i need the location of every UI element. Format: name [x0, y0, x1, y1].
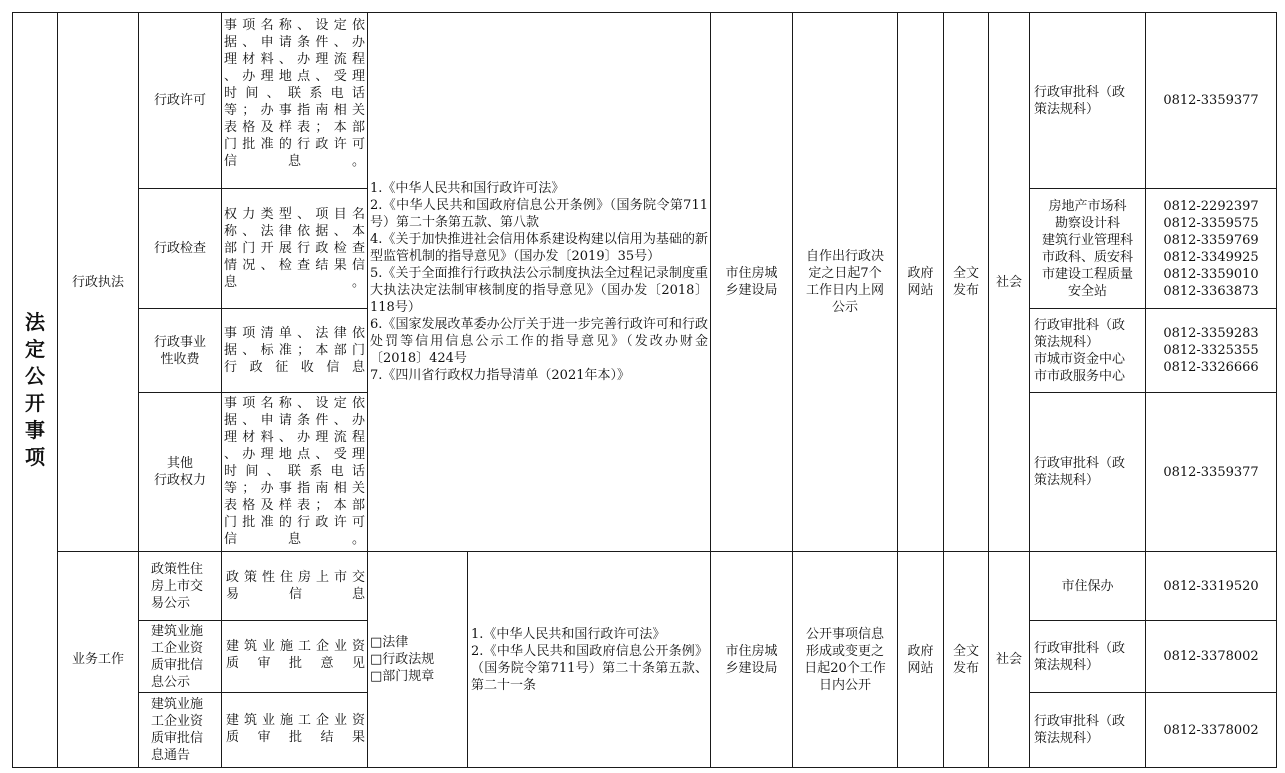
row-dept-admin-fees: 行政审批科（政 策法规科） 市城市资金中心 市市政服务中心 — [1034, 317, 1126, 384]
scope-business: 全文 发布 — [952, 643, 979, 676]
subject-business: 市住房城 乡建设局 — [725, 643, 778, 676]
row-phone-admin-inspection: 0812-2292397 0812-3359575 0812-3359769 0812-3349925 0812-3359010 0812-3363873 — [1163, 198, 1259, 299]
row-item-qualification-publicity: 建筑业施 工企业资 质审批信 息公示 — [151, 623, 204, 690]
law-type-list — [370, 552, 466, 767]
content-text: 建筑业施工企业资 质审批意见 — [226, 639, 365, 671]
row-dept-admin-inspection: 房地产市场科 勘察设计科 建筑行业管理科 市政科、质安科 市建设工程质量 安全站 — [1041, 198, 1133, 299]
row-content-admin-inspection — [224, 189, 365, 308]
law-type-checkbox-dept-rule[interactable]: □部门规章 — [370, 669, 435, 684]
content-text: 政策性住房上市交 易信息 — [226, 570, 365, 602]
row-phone-qualification-publicity: 0812-3378002 — [1163, 649, 1259, 664]
time-limit-enforcement: 自作出行政决 定之日起7个 工作日内上网 公示 — [805, 249, 884, 315]
row-content-admin-fees — [224, 309, 365, 392]
row-dept-qualification-notice: 行政审批科（政 策法规科） — [1034, 714, 1126, 746]
law-type-checkbox-admin-regulation[interactable]: □行政法规 — [370, 652, 435, 667]
row-content-admin-license — [224, 17, 365, 187]
row-item-other-powers: 其他 行政权力 — [153, 456, 206, 488]
channel-enforcement: 政府 网站 — [907, 266, 934, 298]
row-dept-housing-listing: 市住保办 — [1061, 578, 1114, 594]
object-business: 社会 — [995, 652, 1022, 667]
legal-basis-text: 1.《中华人民共和国行政许可法》 2.《中华人民共和国政府信息公开条例》（国务院令第711号）第二十条第五款、第二十一条 — [471, 626, 708, 693]
row-item-housing-listing: 政策性住 房上市交 易公示 — [151, 561, 204, 611]
channel-business: 政府 网站 — [907, 643, 934, 676]
subject-enforcement: 市住房城 乡建设局 — [725, 266, 778, 298]
content-text: 事项名称、设定依 据、申请条件、办 理材料、办理流程 、办理地点、受理 时间、联系电话 等；办事指南相关 表格及样表；本部 门批准的行政许可 信息。 — [224, 396, 365, 547]
law-type-checkbox-law[interactable]: □法律 — [370, 635, 409, 650]
row-dept-other-powers: 行政审批科（政 策法规科） — [1034, 456, 1126, 488]
row-content-housing-listing — [226, 569, 365, 619]
row-phone-admin-fees: 0812-3359283 0812-3325355 0812-3326666 — [1163, 326, 1259, 375]
row-content-other-powers — [224, 395, 365, 550]
content-text: 权力类型、项目名 称、法律依据、本 部门开展行政检查 情况、检查结果信 息。 — [224, 207, 365, 290]
content-text: 事项清单、法律依 据、标准；本部门 行政征收信息 — [224, 326, 365, 375]
legal-basis-enforcement — [370, 13, 708, 551]
legal-basis-text: 1.《中华人民共和国行政许可法》 2.《中华人民共和国政府信息公开条例》（国务院令第711号）第二十条第五款、第八款 4.《关于加快推进社会信用体系建设构建以信用为基础的新型监管机制的指导意见》（国办发〔2019〕35号） 5.《关于全面推行行政执法公示制度执法全过程记录制度重大执法决定法制审核制度的指导意见》（国办发〔2018〕118号） 6.《国家发展改革委办公厅关于进一步完善行政许可和行政处罚等信用信息公示工作的指导意见》（发改办财金〔2018〕424号 7.《四川省行政权力指导清单（2021年本）》 — [370, 181, 708, 383]
row-dept-admin-license: 行政审批科（政 策法规科） — [1034, 84, 1126, 117]
row-phone-admin-license: 0812-3359377 — [1163, 93, 1259, 108]
content-text: 事项名称、设定依 据、申请条件、办 理材料、办理流程 、办理地点、受理 时间、联系电话 等；办事指南相关 表格及样表；本部 门批准的行政许可 信息。 — [224, 18, 365, 169]
time-limit-business: 公开事项信息 形成或变更之 日起20个工作 日内公开 — [804, 626, 886, 693]
group-label-enforcement: 行政执法 — [71, 274, 124, 290]
object-enforcement: 社会 — [995, 274, 1022, 290]
content-text: 建筑业施工企业资 质审批结果 — [226, 713, 365, 745]
row-dept-qualification-publicity: 行政审批科（政 策法规科） — [1034, 640, 1126, 673]
row-phone-other-powers: 0812-3359377 — [1163, 464, 1259, 480]
scope-enforcement: 全文 发布 — [952, 266, 979, 298]
group-label-business: 业务工作 — [71, 652, 124, 667]
row-phone-housing-listing: 0812-3319520 — [1163, 578, 1259, 594]
legal-basis-business — [471, 552, 708, 767]
row-content-qualification-notice — [226, 712, 365, 764]
main-category: 法 定 公 开 事 项 — [25, 310, 45, 469]
row-item-admin-inspection: 行政检查 — [153, 241, 206, 256]
row-item-admin-fees: 行政事业 性收费 — [153, 334, 206, 367]
row-phone-qualification-notice: 0812-3378002 — [1163, 722, 1259, 738]
row-item-qualification-notice: 建筑业施 工企业资 质审批信 息通告 — [151, 697, 204, 763]
row-item-admin-license: 行政许可 — [153, 93, 206, 108]
row-content-qualification-publicity — [226, 638, 365, 690]
